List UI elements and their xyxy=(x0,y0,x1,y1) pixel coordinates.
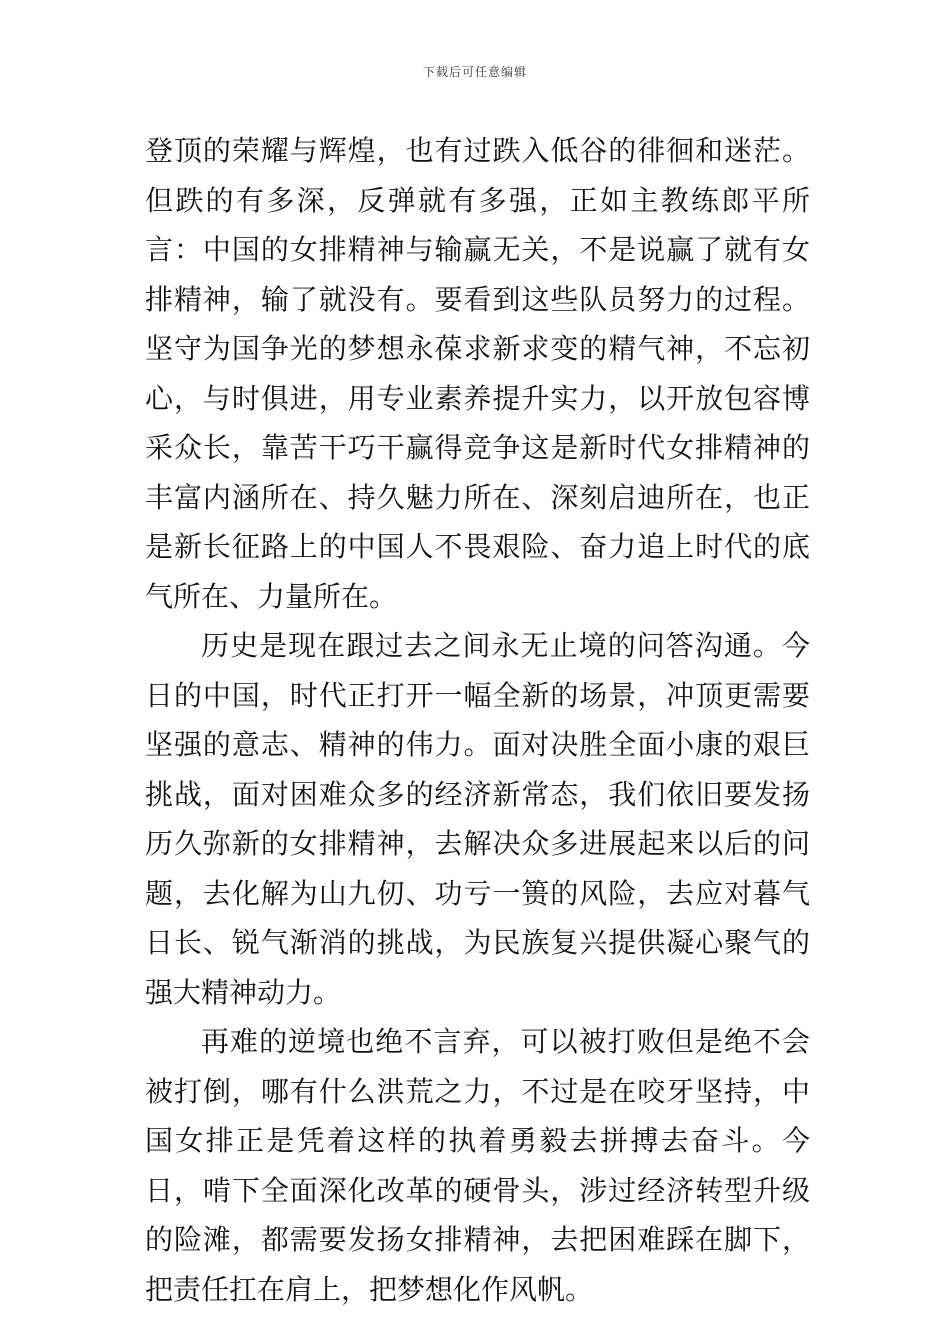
paragraph-history: 历史是现在跟过去之间永无止境的问答沟通。今日的中国，时代正打开一幅全新的场景，冲顶更需要坚强的意志、精神的伟力。面对决胜全面小康的艰巨挑战，面对困难众多的经济新常态，我们依旧要发扬历久弥新的女排精神，去解决众多进展起来以后的问题，去化解为山九仞、功亏一篑的风险，去应对暮气日长、锐气渐消的挑战，为民族复兴提供凝心聚气的强大精神动力。 xyxy=(145,629,810,1009)
paragraph-continued: 登顶的荣耀与辉煌，也有过跌入低谷的徘徊和迷茫。但跌的有多深，反弹就有多强，正如主教练郎平所言：中国的女排精神与输赢无关，不是说赢了就有女排精神，输了就没有。要看到这些队员努力的过程。坚守为国争光的梦想永葆求新求变的精气神，不忘初心，与时俱进，用专业素养提升实力，以开放包容博采众长，靠苦干巧干赢得竞争这是新时代女排精神的丰富内涵所在、持久魅力所在、深刻启迪所在，也正是新长征路上的中国人不畏艰险、奋力追上时代的底气所在、力量所在。 xyxy=(145,134,810,613)
document-body xyxy=(145,126,810,1314)
paragraph-adversity: 再难的逆境也绝不言弃，可以被打败但是绝不会被打倒，哪有什么洪荒之力，不过是在咬牙坚持，中国女排正是凭着这样的执着勇毅去拼搏去奋斗。今日，啃下全面深化改革的硬骨头，涉过经济转型升级的险滩，都需要发扬女排精神，去把困难踩在脚下，把责任扛在肩上，把梦想化作风帆。 xyxy=(145,1025,810,1306)
page-header: 下载后可任意编辑 xyxy=(422,65,527,79)
